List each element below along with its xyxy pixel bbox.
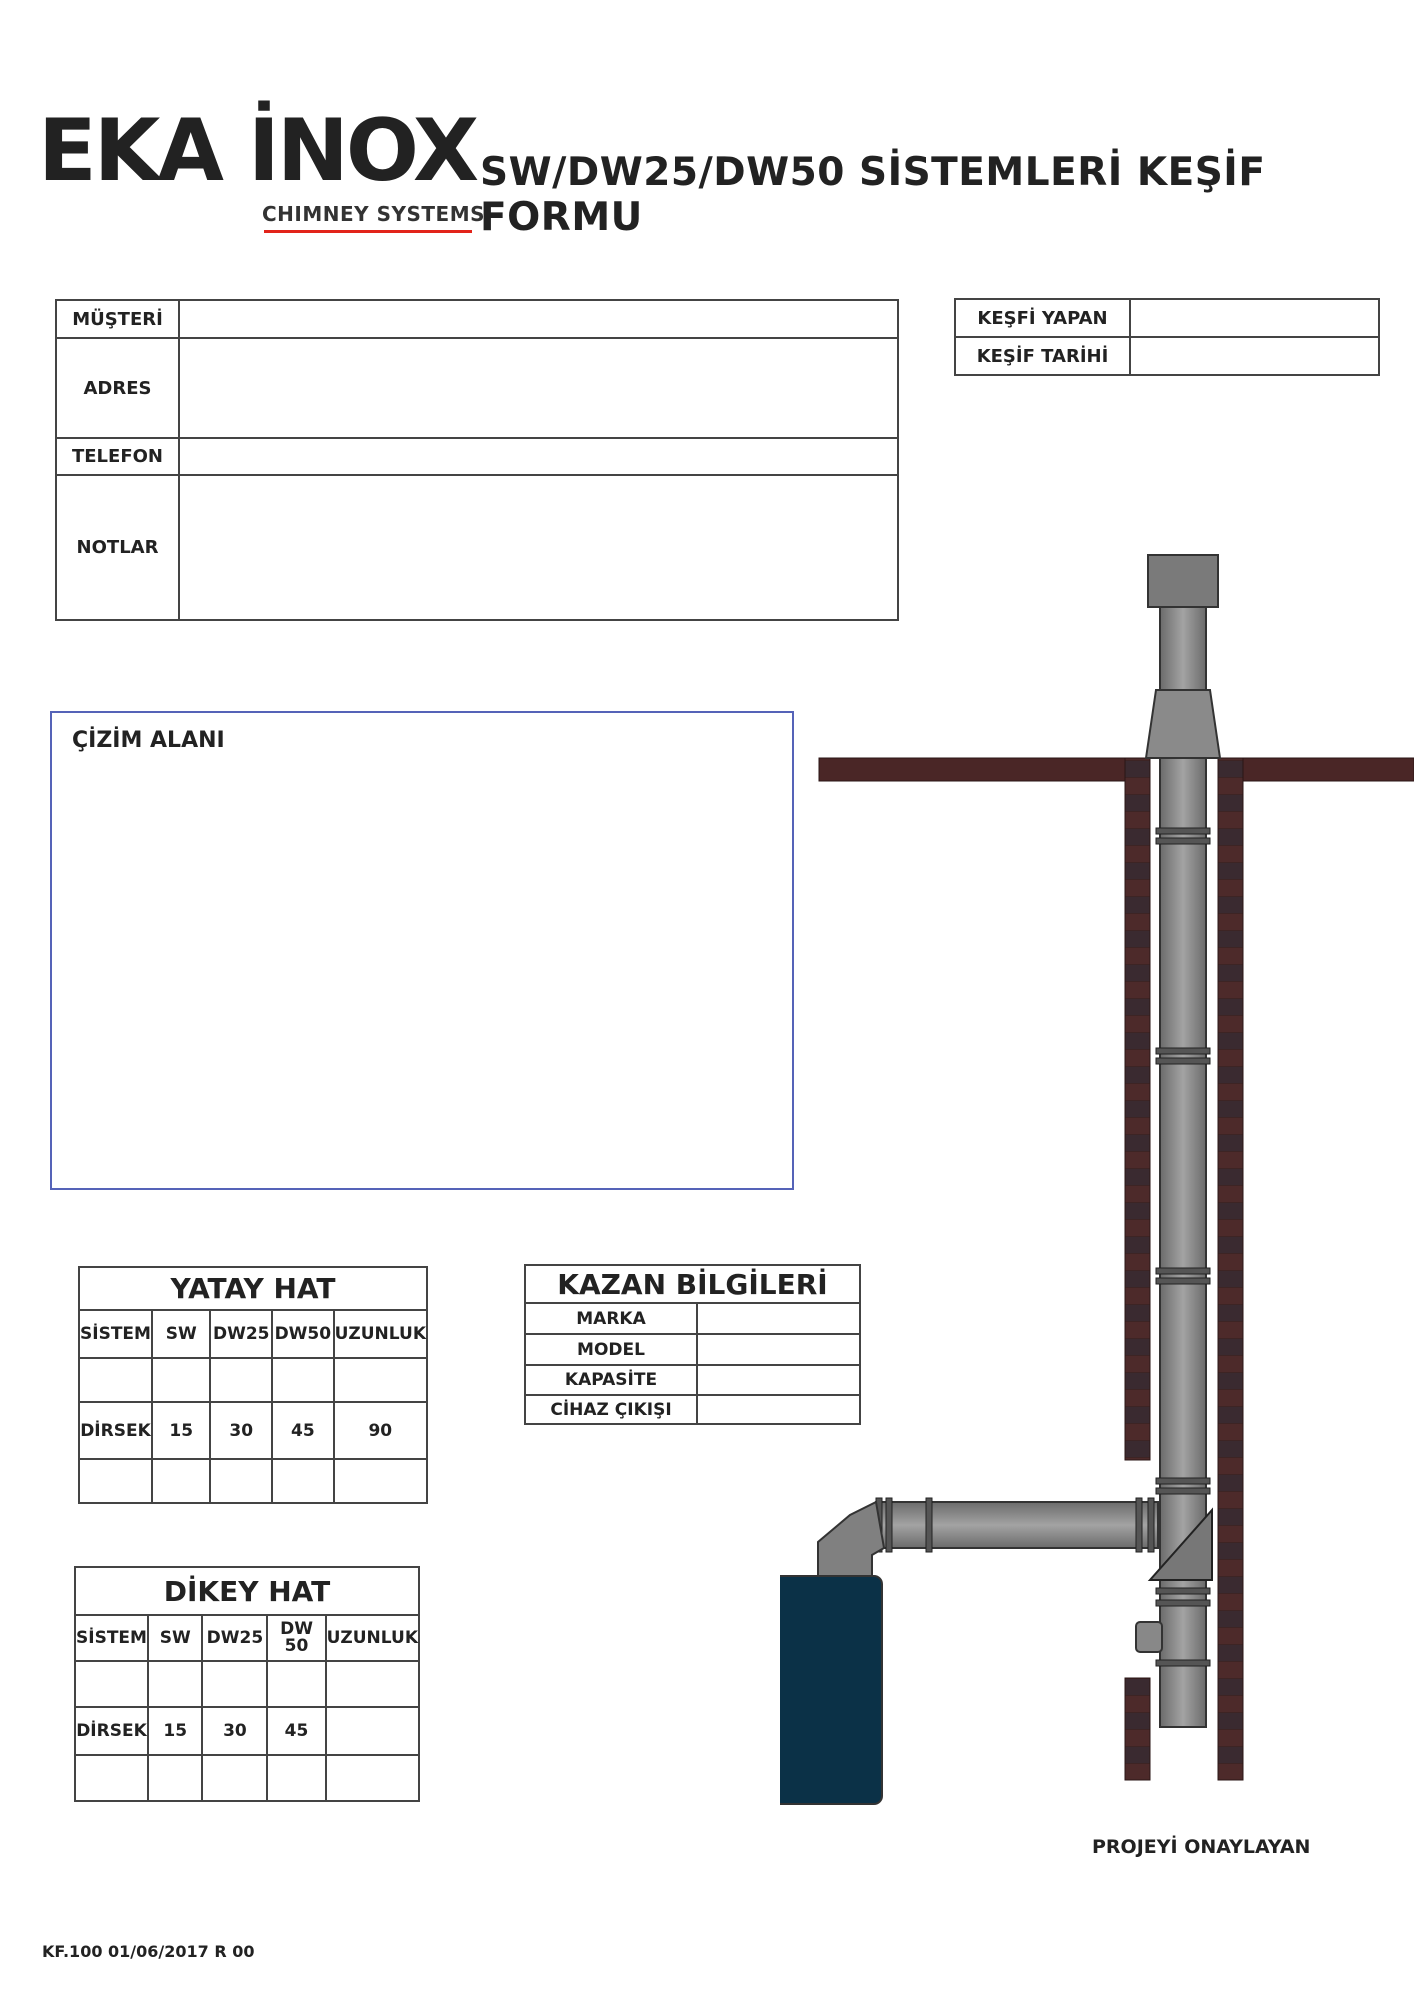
table-row (75, 1615, 419, 1661)
header-sw: SW (148, 1615, 203, 1661)
logo: EKA İNOX (38, 101, 477, 201)
elbow-30: 30 (202, 1707, 267, 1755)
logo-underline (264, 230, 472, 233)
horizontal-flue-pipe (876, 1502, 1158, 1548)
customer-label: MÜŞTERİ (56, 300, 179, 338)
drawing-area[interactable] (50, 711, 794, 1190)
cell[interactable] (202, 1661, 267, 1707)
survey-date-label: KEŞİF TARİHİ (955, 337, 1130, 375)
horizontal-line-table (78, 1266, 428, 1504)
cell[interactable] (326, 1707, 419, 1755)
header-system: SİSTEM (75, 1615, 148, 1661)
elbow-15: 15 (152, 1402, 211, 1459)
elbow-fitting (818, 1502, 884, 1580)
elbow-label: DİRSEK (75, 1707, 148, 1755)
header-dw25: DW25 (202, 1615, 267, 1661)
customer-value-field[interactable] (179, 300, 898, 338)
table-row (79, 1310, 427, 1358)
vertical-line-title: DİKEY HAT (75, 1567, 419, 1615)
address-row (56, 338, 898, 438)
cell[interactable] (210, 1459, 272, 1503)
table-row (75, 1755, 419, 1801)
address-label: ADRES (56, 338, 179, 438)
cell[interactable] (79, 1358, 152, 1402)
header-length: UZUNLUK (326, 1615, 419, 1661)
horizontal-line-title: YATAY HAT (79, 1267, 427, 1310)
cell[interactable] (202, 1755, 267, 1801)
surveyor-row (955, 299, 1379, 337)
table-row (79, 1402, 427, 1459)
cell[interactable] (75, 1755, 148, 1801)
table-row (79, 1358, 427, 1402)
header-system: SİSTEM (79, 1310, 152, 1358)
boiler-unit (780, 1576, 882, 1804)
cell[interactable] (148, 1755, 203, 1801)
surveyor-value-field[interactable] (1130, 299, 1379, 337)
cell[interactable] (148, 1661, 203, 1707)
shaft-wall-right (1218, 758, 1243, 1780)
cell[interactable] (152, 1459, 211, 1503)
cell[interactable] (267, 1755, 325, 1801)
shaft-wall-lower-left (1125, 1678, 1150, 1780)
phone-value-field[interactable] (179, 438, 898, 475)
header-dw50: DW50 (272, 1310, 334, 1358)
table-row (75, 1661, 419, 1707)
roof-slab-left (819, 758, 1147, 781)
elbow-90: 90 (334, 1402, 427, 1459)
cell[interactable] (210, 1358, 272, 1402)
cell[interactable] (267, 1661, 325, 1707)
brand-label: MARKA (525, 1303, 697, 1334)
surveyor-label: KEŞFİ YAPAN (955, 299, 1130, 337)
drawing-area-title: ÇİZİM ALANI (72, 728, 225, 753)
survey-date-row (955, 337, 1379, 375)
customer-table (55, 299, 899, 621)
roof-slab-right (1218, 758, 1414, 781)
cell[interactable] (334, 1358, 427, 1402)
chimney-illustration (780, 540, 1414, 1820)
cell[interactable] (334, 1459, 427, 1503)
elbow-45: 45 (267, 1707, 325, 1755)
cell[interactable] (75, 1661, 148, 1707)
header-length: UZUNLUK (334, 1310, 427, 1358)
device-outlet-label: CİHAZ ÇIKIŞI (525, 1395, 697, 1424)
capacity-label: KAPASİTE (525, 1365, 697, 1395)
phone-row (56, 438, 898, 475)
storm-collar (1146, 690, 1220, 758)
customer-row (56, 300, 898, 338)
form-title: SW/DW25/DW50 SİSTEMLERİ KEŞİF FORMU (480, 150, 1266, 240)
header-dw50: DW 50 (267, 1615, 325, 1661)
elbow-30: 30 (210, 1402, 272, 1459)
survey-table (954, 298, 1380, 376)
shaft-wall-left (1125, 758, 1150, 1460)
approver-label: PROJEYİ ONAYLAYAN (1092, 1836, 1311, 1858)
cell[interactable] (326, 1755, 419, 1801)
elbow-45: 45 (272, 1402, 334, 1459)
logo-subtitle: CHIMNEY SYSTEMS (262, 202, 486, 226)
cell[interactable] (272, 1358, 334, 1402)
header-sw: SW (152, 1310, 211, 1358)
boiler-info-title: KAZAN BİLGİLERİ (525, 1265, 860, 1303)
cell[interactable] (152, 1358, 211, 1402)
rain-cap (1148, 555, 1218, 607)
cleanout-cap (1136, 1622, 1162, 1652)
elbow-label: DİRSEK (79, 1402, 152, 1459)
vertical-line-table (74, 1566, 420, 1802)
survey-date-value-field[interactable] (1130, 337, 1379, 375)
cell[interactable] (326, 1661, 419, 1707)
address-value-field[interactable] (179, 338, 898, 438)
cell[interactable] (272, 1459, 334, 1503)
notes-row (56, 475, 898, 620)
header-dw25: DW25 (210, 1310, 272, 1358)
elbow-15: 15 (148, 1707, 203, 1755)
table-row (75, 1707, 419, 1755)
table-row (79, 1459, 427, 1503)
notes-label: NOTLAR (56, 475, 179, 620)
phone-label: TELEFON (56, 438, 179, 475)
form-code: KF.100 01/06/2017 R 00 (42, 1942, 255, 1961)
model-label: MODEL (525, 1334, 697, 1365)
cell[interactable] (79, 1459, 152, 1503)
